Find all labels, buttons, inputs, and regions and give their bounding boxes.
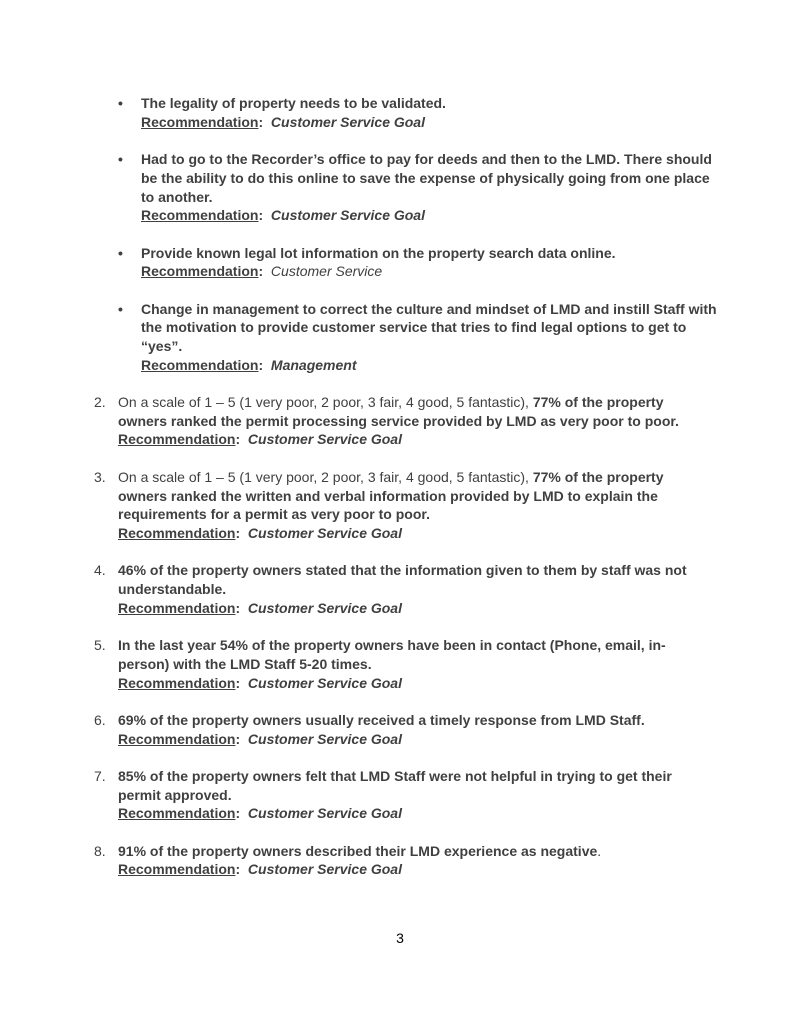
item-lead-text: On a scale of 1 – 5 (1 very poor, 2 poor, 3 fair, 4 good, 5 fantastic),: [118, 394, 533, 410]
recommendation-value: Customer Service Goal: [247, 805, 402, 822]
recommendation-line: [118, 524, 703, 543]
recommendation-value: Customer Service Goal: [247, 524, 402, 541]
numbered-item: [94, 468, 703, 543]
numbered-item: [94, 711, 703, 748]
item-lead-text: On a scale of 1 – 5 (1 very poor, 2 poor, 3 fair, 4 good, 5 fantastic),: [118, 468, 533, 485]
recommendation-colon: :: [258, 113, 264, 130]
recommendation-label: Recommendation: [141, 113, 259, 130]
recommendation-label: Recommendation: [141, 263, 259, 280]
numbered-item: [94, 636, 703, 692]
comment-bullet-list: [118, 94, 721, 393]
recommendation-line: [141, 206, 721, 225]
recommendation-value: Customer Service Goal: [247, 861, 402, 878]
recommendation-colon: :: [235, 599, 241, 616]
recommendation-label: Recommendation: [118, 599, 236, 616]
page-number: 3: [396, 930, 404, 946]
recommendation-value: Customer Service Goal: [247, 431, 402, 448]
item-text: 77% of the property owners ranked the permit processing service provided by LMD as very poor to poor.: [118, 394, 679, 429]
recommendation-colon: :: [235, 730, 241, 747]
recommendation-value: Management: [270, 356, 357, 373]
item-number: 8.: [94, 842, 106, 859]
bullet-item: [118, 300, 721, 375]
item-tail-text: .: [597, 842, 602, 859]
bullet-text: Provide known legal lot information on the property search data online.: [141, 244, 616, 261]
recommendation-value: Customer Service Goal: [247, 599, 402, 616]
recommendation-colon: :: [258, 207, 264, 224]
item-text: 69% of the property owners usually received a timely response from LMD Staff.: [118, 711, 645, 728]
recommendation-label: Recommendation: [118, 730, 236, 747]
item-number: 5.: [94, 637, 106, 654]
recommendation-value: Customer Service Goal: [270, 113, 425, 130]
item-number: 6.: [94, 711, 106, 728]
recommendation-colon: :: [235, 805, 241, 822]
recommendation-value: Customer Service: [270, 263, 383, 280]
bullet-item: [118, 94, 721, 131]
item-number: 2.: [94, 394, 106, 410]
recommendation-label: Recommendation: [118, 805, 236, 822]
recommendation-value: Customer Service Goal: [247, 730, 402, 747]
bullet-text: Had to go to the Recorder’s office to pay for deeds and then to the LMD. There should be the ability to do this online to save the expense of physically going from one place to another.: [141, 151, 712, 205]
recommendation-line: [141, 113, 721, 132]
recommendation-colon: :: [235, 431, 241, 448]
item-text: 77% of the property owners ranked the written and verbal information provided by LMD to explain the requirements for a permit as very poor to poor.: [118, 468, 664, 523]
numbered-item: [94, 393, 703, 449]
recommendation-line: [118, 860, 703, 879]
recommendation-colon: :: [258, 356, 264, 373]
recommendation-value: Customer Service Goal: [270, 207, 425, 224]
recommendation-label: Recommendation: [141, 207, 259, 224]
numbered-item: [94, 842, 703, 879]
recommendation-line: [141, 356, 721, 375]
bullet-item: [118, 150, 721, 225]
findings-numbered-list: [94, 393, 703, 898]
numbered-item: [94, 561, 703, 617]
recommendation-label: Recommendation: [118, 431, 236, 448]
recommendation-line: [118, 599, 703, 618]
bullet-icon: •: [118, 151, 123, 168]
recommendation-colon: :: [235, 524, 241, 541]
recommendation-line: [118, 430, 703, 449]
item-number: 3.: [94, 468, 106, 485]
bullet-icon: •: [118, 244, 123, 261]
item-number: 7.: [94, 767, 106, 784]
recommendation-colon: :: [258, 263, 264, 280]
recommendation-line: [141, 262, 721, 281]
bullet-text: The legality of property needs to be validated.: [141, 95, 446, 111]
item-number: 4.: [94, 562, 106, 579]
bullet-icon: •: [118, 95, 123, 111]
numbered-item: [94, 767, 703, 823]
recommendation-line: [118, 804, 703, 823]
recommendation-label: Recommendation: [141, 356, 259, 373]
item-text: 85% of the property owners felt that LMD Staff were not helpful in trying to get their permit approved.: [118, 767, 672, 803]
item-text: 91% of the property owners described their LMD experience as negative: [118, 842, 598, 859]
recommendation-label: Recommendation: [118, 861, 236, 878]
recommendation-colon: :: [235, 861, 241, 878]
bullet-icon: •: [118, 300, 123, 317]
item-text: In the last year 54% of the property owners have been in contact (Phone, email, in-person) with the LMD Staff 5-20 times.: [118, 637, 666, 672]
recommendation-label: Recommendation: [118, 674, 236, 691]
recommendation-colon: :: [235, 674, 241, 691]
recommendation-label: Recommendation: [118, 524, 236, 541]
bullet-item: [118, 244, 721, 281]
recommendation-line: [118, 730, 703, 749]
recommendation-line: [118, 674, 703, 693]
recommendation-value: Customer Service Goal: [247, 674, 402, 691]
item-text: 46% of the property owners stated that the information given to them by staff was not understandable.: [118, 562, 687, 597]
bullet-text: Change in management to correct the culture and mindset of LMD and instill Staff with the motivation to provide customer service that tries to find legal options to get to “yes”.: [141, 300, 717, 355]
